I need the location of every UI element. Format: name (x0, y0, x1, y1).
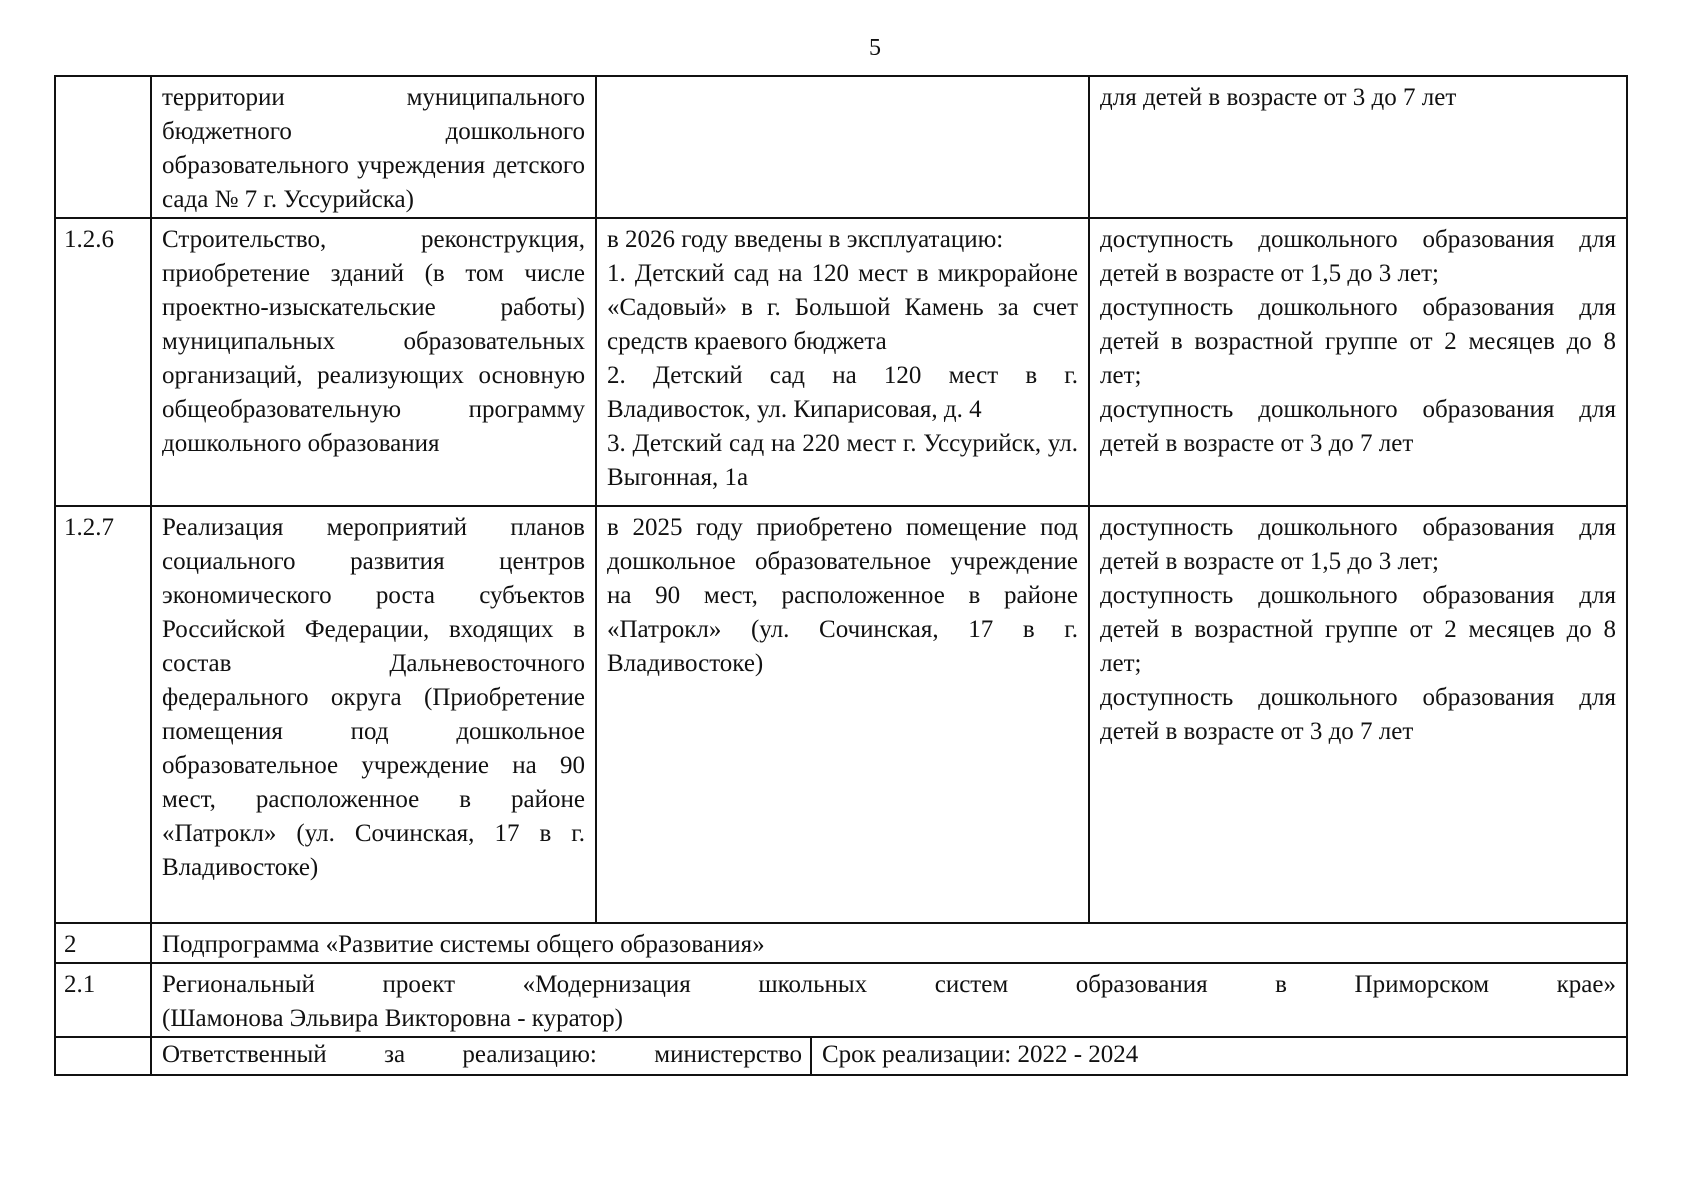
row-number: 1.2.6 (55, 218, 151, 506)
event-cell: территории муниципального бюджетного дошкольного образовательного учреждения детского сада № 7 г. Уссурийска) (151, 76, 596, 218)
responsible-text: Ответственный за реализацию: министерство (162, 1038, 812, 1074)
indicators-cell (1089, 218, 1627, 506)
responsibility-cell (151, 1037, 1627, 1075)
table-row (55, 1037, 1627, 1075)
row-number (55, 76, 151, 218)
indicator-text: доступность дошкольного образования для детей в возрасте от 1,5 до 3 лет; (1100, 226, 1616, 287)
row-number (55, 1037, 151, 1075)
subprogram-title: Подпрограмма «Развитие системы общего образования» (151, 923, 1627, 963)
row-number: 1.2.7 (55, 506, 151, 923)
result-cell: в 2025 году приобретено помещение под дошкольное образовательное учреждение на 90 мест, расположенное в районе «Патрокл» (ул. Сочинская, 17 в г. Владивостоке) (596, 506, 1089, 923)
result-text: 3. Детский сад на 220 мест г. Уссурийск, ул. Выгонная, 1а (607, 430, 1078, 491)
result-cell (596, 76, 1089, 218)
indicators-cell (1089, 76, 1627, 218)
term-text: Срок реализации: 2022 - 2024 (822, 1041, 1139, 1068)
indicator-text: доступность дошкольного образования для детей в возрастной группе от 2 месяцев до 8 лет; (1100, 582, 1616, 677)
indicator-text: для детей в возрасте от 3 до 7 лет (1100, 84, 1457, 111)
result-cell (596, 218, 1089, 506)
indicator-text: доступность дошкольного образования для детей в возрасте от 3 до 7 лет (1100, 684, 1616, 745)
result-text: 2. Детский сад на 120 мест в г. Владивосток, ул. Кипарисовая, д. 4 (607, 362, 1078, 423)
result-text: в 2026 году введены в эксплуатацию: (607, 226, 1004, 253)
indicator-text: доступность дошкольного образования для детей в возрасте от 1,5 до 3 лет; (1100, 514, 1616, 575)
page-number: 5 (869, 35, 881, 61)
event-cell: Строительство, реконструкция, приобретение зданий (в том числе проектно-изыскательские работы) муниципальных образовательных организаций, реализующих основную общеобразовательную программу дошкольного образования (151, 218, 596, 506)
table-row (55, 923, 1627, 963)
program-table (54, 75, 1628, 1076)
table-row (55, 218, 1627, 506)
table-row (55, 76, 1627, 218)
row-number: 2.1 (55, 963, 151, 1037)
project-title: Региональный проект «Модернизация школьных систем образования в Приморском крае» (162, 971, 1616, 998)
indicator-text: доступность дошкольного образования для детей в возрасте от 3 до 7 лет (1100, 396, 1616, 457)
project-curator: (Шамонова Эльвира Викторовна - куратор) (162, 1005, 623, 1032)
indicator-text: доступность дошкольного образования для детей в возрастной группе от 2 месяцев до 8 лет; (1100, 294, 1616, 389)
event-cell: Реализация мероприятий планов социального развития центров экономического роста субъектов Российской Федерации, входящих в состав Дальневосточного федерального округа (Приобретение помещения под дошкольное образовательное учреждение на 90 мест, расположенное в районе «Патрокл» (ул. Сочинская, 17 в г. Владивостоке) (151, 506, 596, 923)
project-cell (151, 963, 1627, 1037)
indicators-cell (1089, 506, 1627, 923)
table-row (55, 963, 1627, 1037)
result-text: 1. Детский сад на 120 мест в микрорайоне «Садовый» в г. Большой Камень за счет средств краевого бюджета (607, 260, 1078, 355)
row-number: 2 (55, 923, 151, 963)
table-row (55, 506, 1627, 923)
